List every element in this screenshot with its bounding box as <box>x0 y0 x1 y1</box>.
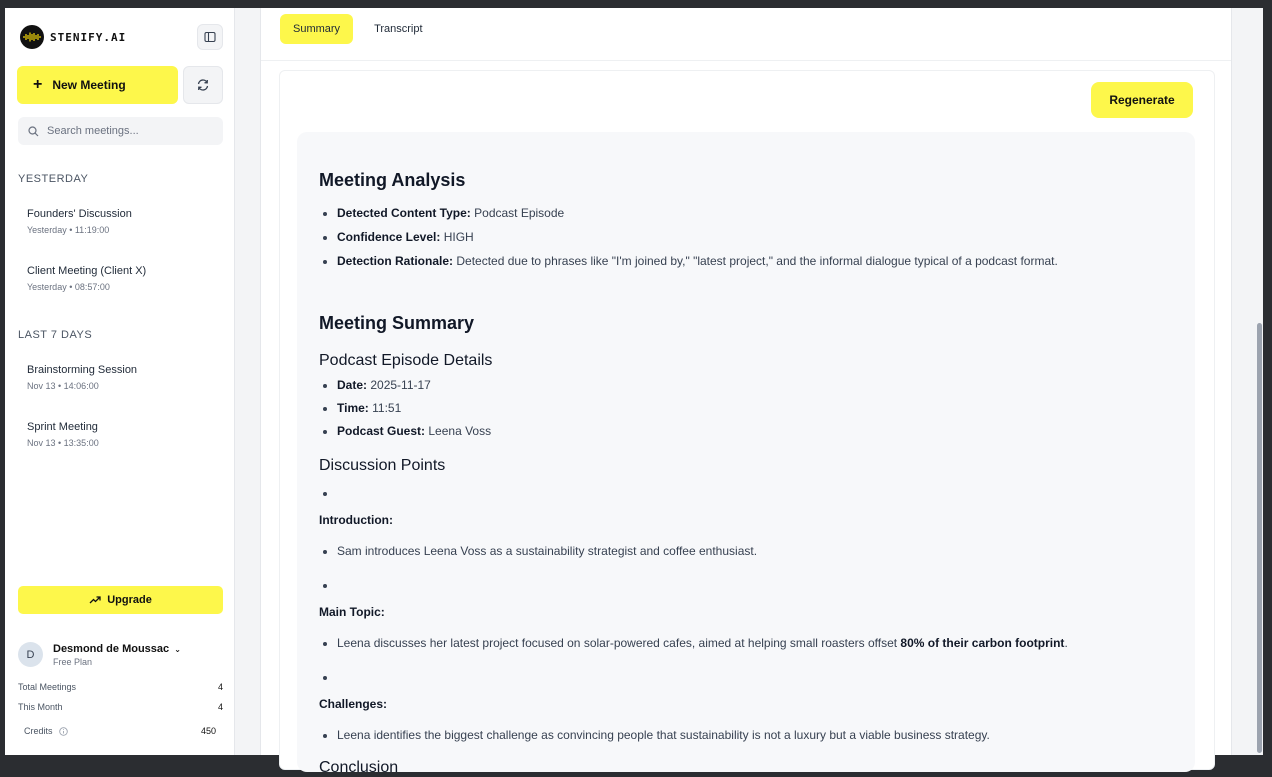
avatar: D <box>18 642 43 667</box>
tab-bar <box>280 14 436 44</box>
refresh-button[interactable] <box>183 66 223 104</box>
discussion-heading: Discussion Points <box>319 457 446 474</box>
summary-content <box>297 132 1195 776</box>
conclusion-heading: Conclusion <box>319 759 399 776</box>
regenerate-button[interactable]: Regenerate <box>1091 82 1193 118</box>
summary-heading: Meeting Summary <box>319 313 475 333</box>
upgrade-button[interactable] <box>18 586 223 614</box>
search-box[interactable] <box>18 117 223 145</box>
trending-up-icon <box>89 595 101 605</box>
meeting-item[interactable] <box>27 208 217 235</box>
point-list <box>319 723 1173 747</box>
section-label-last-7-days: LAST 7 DAYS <box>18 329 93 341</box>
meeting-time: Nov 13 • 14:06:00 <box>27 381 99 391</box>
stat-label: This Month <box>18 702 63 712</box>
user-plan: Free Plan <box>53 656 93 667</box>
list-item: • Detected Content Type: Podcast Episode <box>337 201 1173 225</box>
list-item: • Podcast Guest: Leena Voss <box>337 420 1173 443</box>
stat-value: 450 <box>200 726 216 736</box>
plus-icon: + <box>33 76 43 93</box>
search-input[interactable] <box>47 125 207 137</box>
stat-label: Credits <box>24 726 53 736</box>
point-list <box>319 631 1173 655</box>
details-heading: Podcast Episode Details <box>319 352 493 369</box>
analysis-list <box>319 201 1173 273</box>
point-list <box>319 539 1173 563</box>
brand-logo[interactable] <box>20 25 126 49</box>
meeting-item[interactable] <box>27 364 217 391</box>
stat-value: 4 <box>217 682 223 692</box>
brand-name: STENIFY.AI <box>50 30 127 44</box>
meeting-title: Sprint Meeting <box>27 421 98 433</box>
meeting-time: Yesterday • 11:19:00 <box>27 225 110 235</box>
stat-label: Total Meetings <box>18 682 77 692</box>
details-list <box>319 374 1173 443</box>
divider <box>261 60 1231 61</box>
point-title: Challenges: <box>319 697 388 711</box>
waveform-icon <box>20 25 44 49</box>
list-item: • Sam introduces Leena Voss as a sustainability strategist and coffee enthusiast. <box>337 539 1173 563</box>
meeting-title: Brainstorming Session <box>27 364 138 376</box>
app-window <box>5 8 1263 776</box>
meeting-time: Yesterday • 08:57:00 <box>27 282 110 292</box>
meeting-panel <box>260 8 1232 776</box>
meeting-time: Nov 13 • 13:35:00 <box>27 438 99 448</box>
stat-total-meetings <box>18 682 223 692</box>
stat-this-month <box>18 702 223 712</box>
scrollbar-thumb[interactable] <box>1257 323 1262 753</box>
tab-summary[interactable]: Summary <box>280 14 353 44</box>
meeting-item[interactable] <box>27 265 217 292</box>
user-name: Desmond de Moussac <box>53 642 170 655</box>
tab-transcript[interactable]: Transcript <box>374 23 423 35</box>
sidebar <box>5 8 235 755</box>
chevron-down-icon: ⌄ <box>174 644 181 654</box>
new-meeting-button[interactable] <box>17 66 178 104</box>
info-icon[interactable] <box>59 727 68 736</box>
new-meeting-label: New Meeting <box>52 78 126 92</box>
sidebar-toggle-icon <box>204 31 216 43</box>
upgrade-label: Upgrade <box>107 594 152 606</box>
list-item: • Leena discusses her latest project focused on solar-powered cafes, aimed at helping small roasters offset 80% of their carbon footprint. <box>337 631 1173 655</box>
meeting-item[interactable] <box>27 421 217 448</box>
point-title: Introduction: <box>319 513 393 527</box>
list-item: • Confidence Level: HIGH <box>337 225 1173 249</box>
analysis-heading: Meeting Analysis <box>319 170 466 190</box>
list-item: • Time: 11:51 <box>337 397 1173 420</box>
discussion-point-bullet <box>319 665 1173 689</box>
discussion-point-bullet <box>319 573 1173 597</box>
user-menu[interactable] <box>18 642 181 667</box>
scrollbar[interactable] <box>1255 8 1263 755</box>
discussion-point-bullet <box>319 481 1173 505</box>
section-label-yesterday: YESTERDAY <box>18 173 89 185</box>
refresh-icon <box>196 78 210 92</box>
stat-credits <box>24 726 216 736</box>
stat-value: 4 <box>217 702 223 712</box>
point-title: Main Topic: <box>319 605 385 619</box>
list-item: • Detection Rationale: Detected due to phrases like "I'm joined by," "latest project," and the informal dialogue typical of a podcast format. <box>337 249 1173 273</box>
list-item: • Date: 2025-11-17 <box>337 374 1173 397</box>
collapse-sidebar-button[interactable] <box>197 24 223 50</box>
meeting-title: Founders' Discussion <box>27 208 132 220</box>
meeting-title: Client Meeting (Client X) <box>27 265 147 277</box>
search-icon <box>28 126 39 137</box>
list-item: • Leena identifies the biggest challenge as convincing people that sustainability is not a luxury but a viable business strategy. <box>337 723 1173 747</box>
main-area <box>235 8 1263 776</box>
